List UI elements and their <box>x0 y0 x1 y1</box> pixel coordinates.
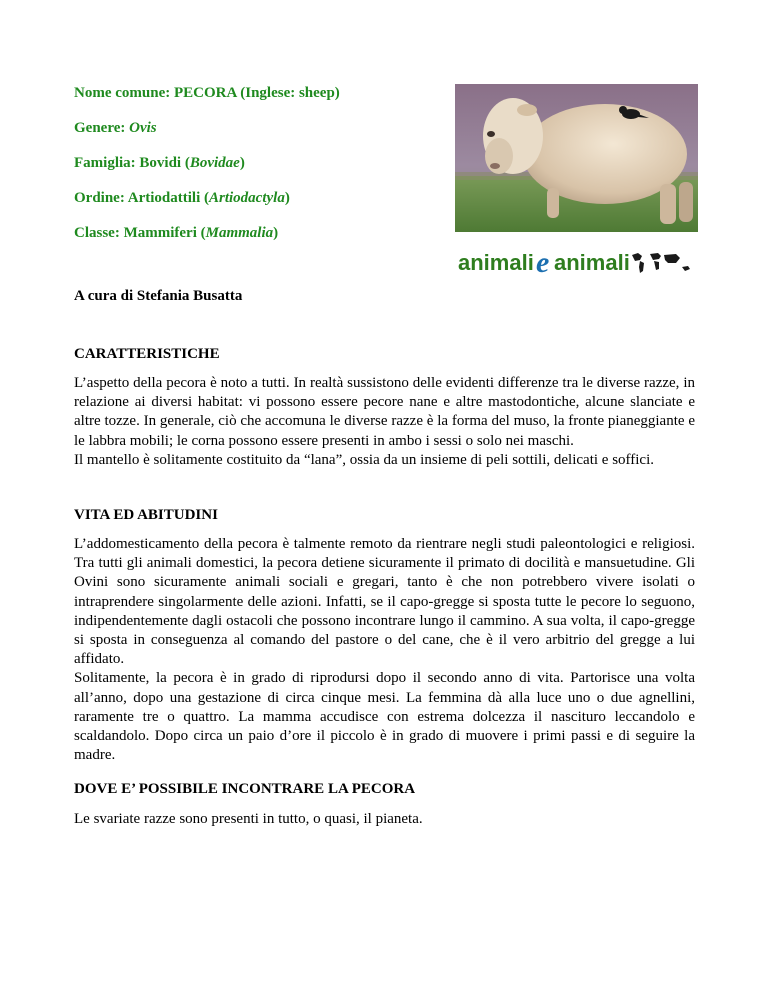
paragraph-vita <box>74 535 695 765</box>
heading-vita: VITA ED ABITUDINI <box>74 507 218 523</box>
world-map-icon <box>632 253 690 273</box>
text-vita-1: L’addomesticamento della pecora è talmente remoto da rientrare negli studi paleontologici e religiosi. Tra tutti gli animali domestici, la pecora detiene sicuramente il primato di docilità e mansuetudine. Gli Ovini sono sicuramente animali sociali e gregari, tanto è che non potrebbero vivere isolati o intraprendere singolarmente delle azioni. Infatti, se il capo-gregge si sposta tutte le pecore lo seguono, indipendentemente dagli ostacoli che possono incontrare lungo il cammino. A sua volta, il capo-gregge si sposta in conseguenza al comando del pastore o del cane, che è il vero arbitrio del gregge a lui affidato. <box>74 536 695 668</box>
genus: Genere: Ovis <box>74 120 157 136</box>
svg-text:animali: animali <box>458 250 534 275</box>
common-name: Nome comune: PECORA (Inglese: sheep) <box>74 85 340 101</box>
taxonomy-block <box>74 84 434 259</box>
paragraph-caratteristiche <box>74 374 695 470</box>
text-vita-2: Solitamente, la pecora è in grado di riprodursi dopo il secondo anno di vita. Partorisce una volta all’anno, dopo una gestazione di circa cinque mesi. La femmina dà alla luce uno o due agnellini, raramente tre o quattro. La mamma accudisce con estrema dolcezza il nascituro leccandolo e scaldandolo. Dopo circa un paio d’ore il piccolo è in grado di muovere i primi passi e di seguire la madre. <box>74 670 695 764</box>
animalieanimali-logo <box>456 245 696 279</box>
author-line: A cura di Stefania Busatta <box>74 288 243 304</box>
svg-text:animali: animali <box>554 250 630 275</box>
text-dove-1: Le svariate razze sono presenti in tutto, o quasi, il pianeta. <box>74 811 423 827</box>
svg-text:e: e <box>536 246 550 279</box>
text-caratteristiche-1: L’aspetto della pecora è noto a tutti. In realtà sussistono delle evidenti differenze tra le diverse razze, in relazione ai diversi habitat: vi possono essere pecore nane e altre mastodontiche, alcune slanciate e altre tozze. In generale, ciò che accomuna le diverse razze è la forma del muso, la fronte pianeggiante e le labbra mobili; le corna possono essere presenti in ambo i sessi o solo nei maschi. <box>74 375 695 449</box>
sheep-photo <box>455 84 698 232</box>
paragraph-dove <box>74 810 695 829</box>
class: Classe: Mammiferi (Mammalia) <box>74 225 279 241</box>
heading-dove: DOVE E’ POSSIBILE INCONTRARE LA PECORA <box>74 781 416 797</box>
family: Famiglia: Bovidi (Bovidae) <box>74 155 245 171</box>
text-caratteristiche-2: Il mantello è solitamente costituito da “lana”, ossia da un insieme di peli sottili, delicati e soffici. <box>74 451 654 468</box>
heading-caratteristiche: CARATTERISTICHE <box>74 346 220 362</box>
order: Ordine: Artiodattili (Artiodactyla) <box>74 190 290 206</box>
